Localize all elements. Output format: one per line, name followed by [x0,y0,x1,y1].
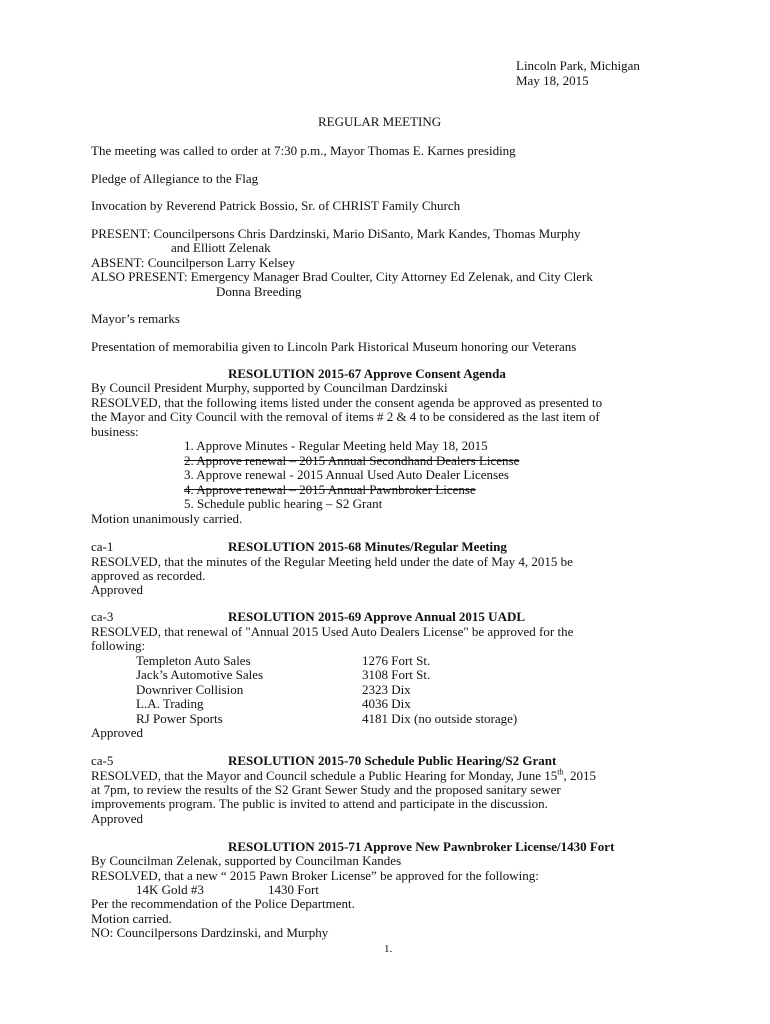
dealer-name: Templeton Auto Sales [136,653,251,668]
also-present-line-1: ALSO PRESENT: Emergency Manager Brad Coulter, City Attorney Ed Zelenak, and City Clerk [91,269,593,284]
res69-text-1: RESOLVED, that renewal of "Annual 2015 Used Auto Dealers License" be approved for the [91,624,574,639]
presentation-line: Presentation of memorabilia given to Lincoln Park Historical Museum honoring our Veterans [91,339,577,354]
dealer-name: RJ Power Sports [136,711,223,726]
res71-motion: Motion carried. [91,911,172,926]
res71-business-name: 14K Gold #3 [136,882,204,897]
page-number: 1. [384,943,393,955]
mayors-remarks: Mayor’s remarks [91,311,180,326]
dealer-address: 4036 Dix [362,696,411,711]
res69-text-2: following: [91,638,146,653]
res70-text-3: improvements program. The public is invited to attend and participate in the discussion. [91,796,548,811]
also-present-line-2: Donna Breeding [216,284,302,299]
res70-status: Approved [91,811,143,826]
consent-item-5: 5. Schedule public hearing – S2 Grant [184,496,383,511]
res71-business-address: 1430 Fort [268,882,319,897]
dealer-address: 2323 Dix [362,682,411,697]
res68-title: RESOLUTION 2015-68 Minutes/Regular Meeting [228,539,507,554]
res67-text-1: RESOLVED, that the following items listed under the consent agenda be approved as presented to [91,395,603,410]
res71-text-1: RESOLVED, that a new “ 2015 Pawn Broker License” be approved for the following: [91,868,539,883]
res70-text-1a: RESOLVED, that the Mayor and Council schedule a Public Hearing for Monday, June 15 [91,768,558,783]
meeting-title: REGULAR MEETING [318,114,442,129]
consent-item-1: 1. Approve Minutes - Regular Meeting held May 18, 2015 [184,438,488,453]
res67-by: By Council President Murphy, supported by Councilman Dardzinski [91,380,448,395]
pledge: Pledge of Allegiance to the Flag [91,171,259,186]
res67-motion: Motion unanimously carried. [91,511,243,526]
res69-status: Approved [91,725,143,740]
dealer-address: 1276 Fort St. [362,653,431,668]
dealer-name: Downriver Collision [136,682,244,697]
res67-text-3: business: [91,424,139,439]
consent-item-4: 4. Approve renewal – 2015 Annual Pawnbroker License [184,482,476,497]
present-line-2: and Elliott Zelenak [171,240,271,255]
absent-line: ABSENT: Councilperson Larry Kelsey [91,255,296,270]
res68-text-1: RESOLVED, that the minutes of the Regular Meeting held under the date of May 4, 2015 be [91,554,573,569]
res70-code: ca-5 [91,753,114,768]
dealer-name: Jack’s Automotive Sales [136,667,264,682]
dealer-address: 3108 Fort St. [362,667,431,682]
res70-text-2: at 7pm, to review the results of the S2 Grant Sewer Study and the proposed sanitary sewer [91,782,561,797]
consent-item-3: 3. Approve renewal - 2015 Annual Used Auto Dealer Licenses [184,467,509,482]
header-location: Lincoln Park, Michigan [516,58,640,73]
res71-no-votes: NO: Councilpersons Dardzinski, and Murphy [91,925,329,940]
res67-title: RESOLUTION 2015-67 Approve Consent Agenda [228,366,506,381]
consent-item-2: 2. Approve renewal – 2015 Annual Secondhand Dealers License [184,453,520,468]
header-date: May 18, 2015 [516,73,589,88]
res71-title: RESOLUTION 2015-71 Approve New Pawnbroker License/1430 Fort [228,839,615,854]
res69-code: ca-3 [91,609,114,624]
present-line-1: PRESENT: Councilpersons Chris Dardzinski, Mario DiSanto, Mark Kandes, Thomas Murphy [91,226,581,241]
res71-by: By Councilman Zelenak, supported by Councilman Kandes [91,853,402,868]
res70-text-1b: , 2015 [563,768,596,783]
call-to-order: The meeting was called to order at 7:30 p.m., Mayor Thomas E. Karnes presiding [91,143,516,158]
res68-text-2: approved as recorded. [91,568,206,583]
res70-title: RESOLUTION 2015-70 Schedule Public Hearing/S2 Grant [228,753,557,768]
res67-text-2: the Mayor and City Council with the removal of items # 2 & 4 to be considered as the last item of [91,409,600,424]
res70-text-1-sup: th [557,767,564,777]
res68-status: Approved [91,582,143,597]
res69-title: RESOLUTION 2015-69 Approve Annual 2015 UADL [228,609,526,624]
res68-code: ca-1 [91,539,114,554]
dealer-name: L.A. Trading [136,696,204,711]
dealer-address: 4181 Dix (no outside storage) [362,711,518,726]
res71-recommendation: Per the recommendation of the Police Department. [91,896,355,911]
res70-text-1 [91,768,596,783]
invocation: Invocation by Reverend Patrick Bossio, Sr. of CHRIST Family Church [91,198,461,213]
